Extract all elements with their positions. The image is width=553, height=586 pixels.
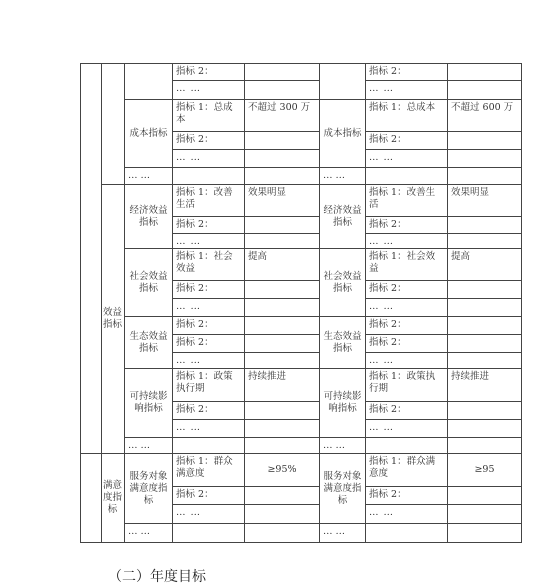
cost-indicator-label: 成本指标 <box>125 100 173 168</box>
blank-cell <box>366 168 448 185</box>
blank-cell <box>245 524 320 543</box>
indicator-2-cell: 指标 2： <box>366 132 448 150</box>
outer-category-cell <box>80 63 102 454</box>
social-benefit-label: 社会效益指标 <box>125 249 173 317</box>
indicator-2-cell: 指标 2： <box>366 487 448 505</box>
ellipsis-cell: … … <box>125 524 173 543</box>
value-cell <box>448 217 522 234</box>
total-cost-indicator: 指标 1：总成本 <box>173 100 245 132</box>
value-cell <box>448 487 522 505</box>
value-cell <box>245 150 320 168</box>
level1-cell-top <box>101 63 125 185</box>
value-cell <box>245 132 320 150</box>
social-value-1: 提高 <box>245 249 320 281</box>
satisfaction-indicator-header: 满意度指标 <box>101 454 125 543</box>
public-satisfaction-value: ≥95% <box>245 454 320 487</box>
outer-category-cell-bottom <box>80 454 102 543</box>
economic-benefit-label: 经济效益指标 <box>125 185 173 249</box>
indicator-2-cell: 指标 2： <box>366 335 448 353</box>
economic-indicator-1: 指标 1：改善生活 <box>366 185 448 217</box>
blank-cell <box>173 524 245 543</box>
sustainable-impact-label: 可持续影响指标 <box>320 369 366 438</box>
sustain-indicator-1: 指标 1：政策执行期 <box>366 369 448 402</box>
blank-cell <box>366 524 448 543</box>
value-cell <box>245 487 320 505</box>
sustainable-impact-label: 可持续影响指标 <box>125 369 173 438</box>
value-cell <box>448 317 522 335</box>
ellipsis-cell: … … <box>125 438 173 454</box>
value-cell <box>245 317 320 335</box>
ecological-indicator-1: 指标 2： <box>366 317 448 335</box>
value-cell <box>245 299 320 317</box>
ellipsis-cell: … … <box>366 299 448 317</box>
economic-value-1: 效果明显 <box>245 185 320 217</box>
social-indicator-1: 指标 1：社会效益 <box>173 249 245 281</box>
indicator-2-cell: 指标 2： <box>173 402 245 420</box>
ellipsis-cell: … … <box>173 81 245 100</box>
value-cell <box>245 234 320 249</box>
public-satisfaction-value: ≥95 <box>448 454 522 487</box>
indicator-2-cell: 指标 2： <box>173 335 245 353</box>
public-satisfaction-indicator: 指标 1：群众满意度 <box>173 454 245 487</box>
value-cell <box>448 150 522 168</box>
blank-cell <box>245 438 320 454</box>
blank-cell <box>173 438 245 454</box>
indicator-2-cell: 指标 2： <box>366 281 448 299</box>
value-cell <box>245 505 320 524</box>
value-cell <box>245 420 320 438</box>
value-cell <box>448 81 522 100</box>
public-satisfaction-indicator: 指标 1：群众满意度 <box>366 454 448 487</box>
ellipsis-cell: … … <box>173 150 245 168</box>
blank-cell <box>448 168 522 185</box>
indicator-2-cell: 指标 2： <box>173 132 245 150</box>
ecological-benefit-label: 生态效益指标 <box>320 317 366 369</box>
ellipsis-cell: … … <box>366 353 448 369</box>
value-cell <box>245 81 320 100</box>
ecological-indicator-1: 指标 2： <box>173 317 245 335</box>
ellipsis-cell: … … <box>366 150 448 168</box>
indicator-2-cell: 指标 2： <box>173 281 245 299</box>
indicator-2-cell: 指标 2： <box>366 402 448 420</box>
value-cell <box>448 63 522 81</box>
blank-cell <box>448 524 522 543</box>
value-cell <box>448 505 522 524</box>
value-cell <box>245 63 320 81</box>
total-cost-value: 不超过 600 万 <box>448 100 522 132</box>
ellipsis-cell: … … <box>366 505 448 524</box>
sustain-value-1: 持续推进 <box>245 369 320 402</box>
value-cell <box>448 234 522 249</box>
ellipsis-cell: … … <box>320 168 366 185</box>
total-cost-value: 不超过 300 万 <box>245 100 320 132</box>
value-cell <box>245 217 320 234</box>
blank-cell <box>366 438 448 454</box>
value-cell <box>245 402 320 420</box>
value-cell <box>448 132 522 150</box>
indicator-2-cell: 指标 2： <box>366 217 448 234</box>
ellipsis-cell: … … <box>366 234 448 249</box>
value-cell <box>448 402 522 420</box>
value-cell <box>448 335 522 353</box>
ellipsis-cell: … … <box>320 524 366 543</box>
social-benefit-label: 社会效益指标 <box>320 249 366 317</box>
indicator-2-cell: 指标 2： <box>173 63 245 81</box>
value-cell <box>245 281 320 299</box>
service-satisfaction-label: 服务对象满意度指标 <box>320 454 366 524</box>
ellipsis-cell: … … <box>173 234 245 249</box>
blank-cell <box>245 168 320 185</box>
indicator-2-cell: 指标 2： <box>173 487 245 505</box>
category-label-blank <box>125 63 173 100</box>
cost-indicator-label: 成本指标 <box>320 100 366 168</box>
category-label-blank <box>320 63 366 100</box>
ellipsis-cell: … … <box>173 420 245 438</box>
economic-indicator-1: 指标 1：改善生活 <box>173 185 245 217</box>
indicator-2-cell: 指标 2： <box>366 63 448 81</box>
value-cell <box>448 353 522 369</box>
ellipsis-cell: … … <box>173 299 245 317</box>
benefit-indicator-header: 效益指标 <box>101 185 125 454</box>
ellipsis-cell: … … <box>125 168 173 185</box>
indicator-2-cell: 指标 2： <box>173 217 245 234</box>
ellipsis-cell: … … <box>173 505 245 524</box>
sustain-indicator-1: 指标 1：政策执行期 <box>173 369 245 402</box>
sustain-value-1: 持续推进 <box>448 369 522 402</box>
ellipsis-cell: … … <box>320 438 366 454</box>
value-cell <box>448 281 522 299</box>
ellipsis-cell: … … <box>366 81 448 100</box>
social-value-1: 提高 <box>448 249 522 281</box>
social-indicator-1: 指标 1：社会效益 <box>366 249 448 281</box>
total-cost-indicator: 指标 1：总成本 <box>366 100 448 132</box>
ecological-benefit-label: 生态效益指标 <box>125 317 173 369</box>
ellipsis-cell: … … <box>366 420 448 438</box>
economic-benefit-label: 经济效益指标 <box>320 185 366 249</box>
blank-cell <box>173 168 245 185</box>
service-satisfaction-label: 服务对象满意度指标 <box>125 454 173 524</box>
blank-cell <box>448 438 522 454</box>
value-cell <box>448 420 522 438</box>
value-cell <box>448 299 522 317</box>
value-cell <box>245 353 320 369</box>
section-heading-annual-goal: （二）年度目标 <box>108 569 206 585</box>
ellipsis-cell: … … <box>173 353 245 369</box>
value-cell <box>245 335 320 353</box>
economic-value-1: 效果明显 <box>448 185 522 217</box>
